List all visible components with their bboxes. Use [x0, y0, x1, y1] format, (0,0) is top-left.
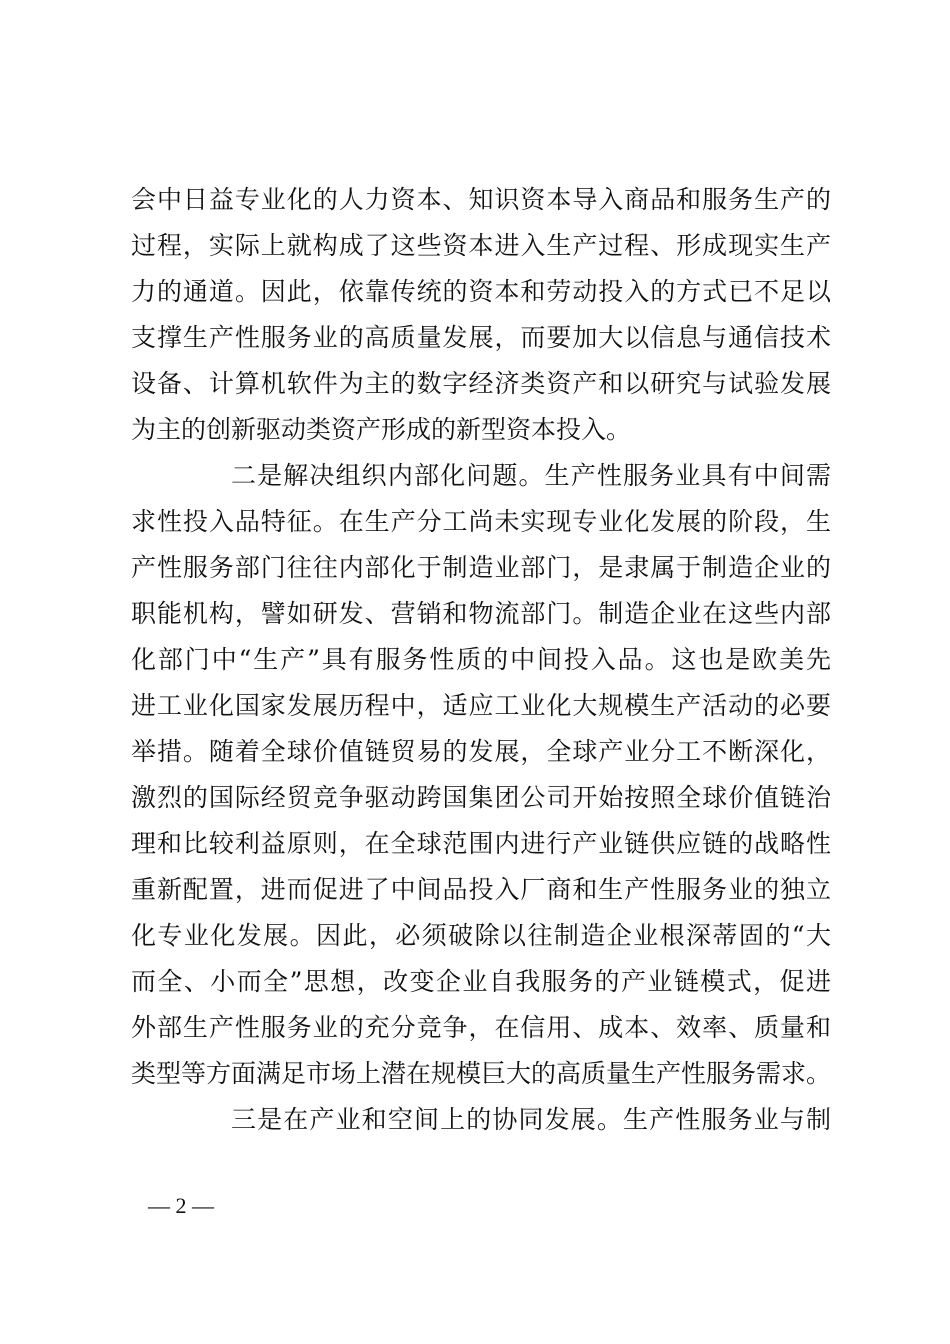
paragraph-start-line: 二是解决组织内部化问题。生产性服务业具有中间需 — [231, 461, 831, 490]
text-line: 进工业化国家发展历程中，适应工业化大规模生产活动的必要 — [131, 691, 831, 720]
text-line: 理和比较利益原则，在全球范围内进行产业链供应链的战略性 — [131, 829, 831, 858]
body-text — [131, 177, 831, 1143]
text-line: 求性投入品特征。在生产分工尚未实现专业化发展的阶段，生 — [131, 507, 831, 536]
text-line: 外部生产性服务业的充分竞争，在信用、成本、效率、质量和 — [131, 1013, 831, 1042]
text-line: 支撑生产性服务业的高质量发展，而要加大以信息与通信技术 — [131, 323, 831, 352]
text-line: 化部门中“生产”具有服务性质的中间投入品。这也是欧美先 — [131, 645, 831, 674]
page-number: — 2 — — [148, 1193, 214, 1218]
text-line: 过程，实际上就构成了这些资本进入生产过程、形成现实生产 — [131, 231, 831, 260]
text-line: 激烈的国际经贸竞争驱动跨国集团公司开始按照全球价值链治 — [131, 783, 831, 812]
text-line: 设备、计算机软件为主的数字经济类资产和以研究与试验发展 — [131, 369, 831, 398]
text-line: 会中日益专业化的人力资本、知识资本导入商品和服务生产的 — [131, 185, 831, 214]
text-line: 而全、小而全”思想，改变企业自我服务的产业链模式，促进 — [131, 967, 831, 996]
text-line: 类型等方面满足市场上潜在规模巨大的高质量生产性服务需求。 — [131, 1059, 831, 1088]
text-line: 产性服务部门往往内部化于制造业部门，是隶属于制造企业的 — [131, 553, 831, 582]
text-line: 举措。随着全球价值链贸易的发展，全球产业分工不断深化， — [131, 737, 831, 766]
text-line: 化专业化发展。因此，必须破除以往制造企业根深蒂固的“大 — [131, 921, 831, 950]
text-line: 力的通道。因此，依靠传统的资本和劳动投入的方式已不足以 — [131, 277, 831, 306]
text-line: 重新配置，进而促进了中间品投入厂商和生产性服务业的独立 — [131, 875, 831, 904]
paragraph-start-line: 三是在产业和空间上的协同发展。生产性服务业与制 — [231, 1105, 831, 1134]
text-line: 职能机构，譬如研发、营销和物流部门。制造企业在这些内部 — [131, 599, 831, 628]
text-line: 为主的创新驱动类资产形成的新型资本投入。 — [131, 415, 632, 444]
